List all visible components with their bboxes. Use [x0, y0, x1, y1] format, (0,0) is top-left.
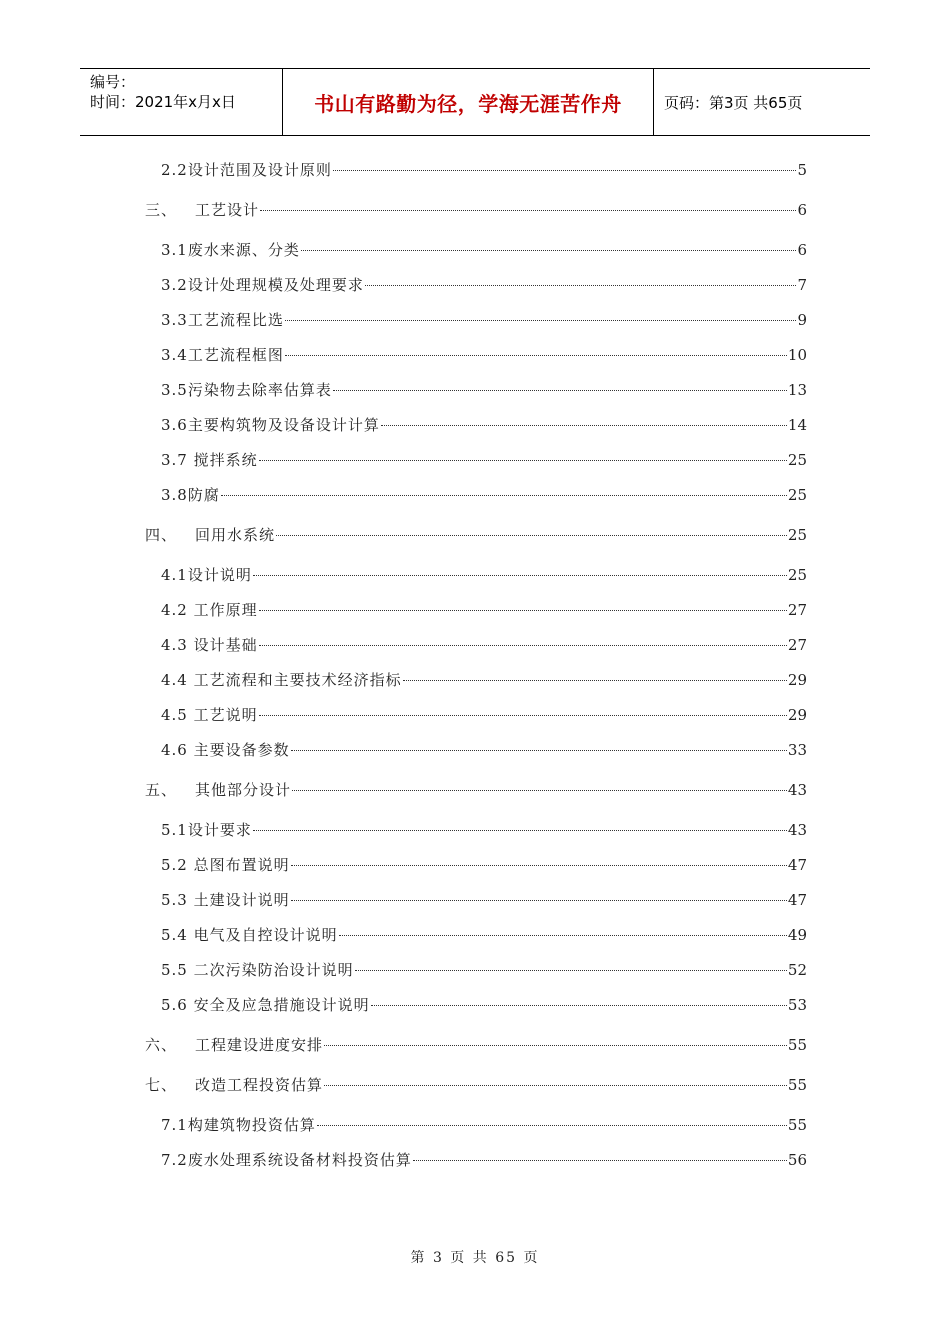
toc-dot-leader	[324, 1045, 787, 1046]
toc-entry-title: 改造工程投资估算	[195, 1076, 324, 1094]
toc-entry-page: 25	[787, 526, 807, 544]
toc-entry[interactable]	[145, 593, 807, 628]
toc-dot-leader	[381, 425, 787, 426]
toc-entry-title: 土建设计说明	[193, 891, 290, 909]
toc-entry-number: 4.5	[161, 706, 194, 724]
toc-entry-page: 5	[797, 161, 807, 179]
toc-dot-leader	[291, 865, 787, 866]
toc-entry-number: 3.5	[161, 381, 188, 399]
header-motto: 书山有路勤为径，学海无涯苦作舟	[282, 69, 654, 135]
toc-dot-leader	[221, 495, 787, 496]
toc-entry-page: 7	[797, 276, 807, 294]
toc-entry[interactable]	[145, 918, 807, 953]
toc-entry-page: 6	[797, 201, 807, 219]
toc-entry-number: 7.2	[161, 1151, 188, 1169]
toc-entry-page: 14	[787, 416, 807, 434]
toc-entry-number: 3.2	[161, 276, 188, 294]
toc-entry-title: 污染物去除率估算表	[187, 381, 332, 399]
toc-dot-leader	[276, 535, 787, 536]
toc-entry[interactable]	[145, 698, 807, 733]
toc-entry-number: 四、	[145, 526, 178, 544]
toc-dot-leader	[365, 285, 797, 286]
toc-entry[interactable]	[145, 1068, 807, 1103]
toc-dot-leader	[324, 1085, 787, 1086]
toc-entry-page: 52	[787, 961, 807, 979]
toc-entry-page: 13	[787, 381, 807, 399]
toc-entry-title: 主要设备参数	[193, 741, 290, 759]
toc-entry-number: 五、	[145, 781, 178, 799]
toc-entry-title: 主要构筑物及设备设计计算	[187, 416, 380, 434]
document-number-label: 编号：	[90, 73, 136, 91]
toc-entry-title: 构建筑物投资估算	[187, 1116, 316, 1134]
toc-entry-page: 27	[787, 601, 807, 619]
toc-entry-page: 29	[787, 706, 807, 724]
toc-dot-leader	[259, 610, 787, 611]
toc-entry[interactable]	[145, 663, 807, 698]
toc-entry[interactable]	[145, 558, 807, 593]
toc-entry-title: 其他部分设计	[195, 781, 292, 799]
toc-entry-page: 29	[787, 671, 807, 689]
page-header	[80, 68, 870, 136]
toc-entry[interactable]	[145, 813, 807, 848]
toc-dot-leader	[285, 320, 797, 321]
toc-entry-page: 55	[787, 1116, 807, 1134]
toc-entry-page: 10	[787, 346, 807, 364]
toc-entry-number: 七、	[145, 1076, 178, 1094]
toc-entry-number: 5.5	[161, 961, 194, 979]
toc-entry[interactable]	[145, 303, 807, 338]
toc-entry-title: 回用水系统	[195, 526, 276, 544]
toc-dot-leader	[253, 830, 787, 831]
toc-entry-page: 47	[787, 891, 807, 909]
toc-entry-page: 25	[787, 566, 807, 584]
toc-entry-number: 3.7	[161, 451, 194, 469]
toc-entry[interactable]	[145, 153, 807, 188]
toc-entry[interactable]	[145, 233, 807, 268]
toc-dot-leader	[355, 970, 787, 971]
toc-entry-number: 5.3	[161, 891, 194, 909]
toc-entry[interactable]	[145, 848, 807, 883]
toc-entry-title: 安全及应急措施设计说明	[193, 996, 370, 1014]
page-footer: 第 3 页 共 65 页	[410, 1250, 540, 1266]
toc-entry-title: 二次污染防治设计说明	[193, 961, 354, 979]
toc-dot-leader	[413, 1160, 787, 1161]
toc-dot-leader	[291, 900, 787, 901]
toc-dot-leader	[260, 210, 796, 211]
toc-entry-title: 废水来源、分类	[187, 241, 300, 259]
toc-entry-number: 3.1	[161, 241, 188, 259]
header-left-cell	[80, 69, 282, 135]
toc-entry-title: 搅拌系统	[193, 451, 258, 469]
toc-entry-number: 4.2	[161, 601, 194, 619]
toc-entry[interactable]	[145, 268, 807, 303]
toc-entry-title: 工艺设计	[195, 201, 260, 219]
toc-entry[interactable]	[145, 628, 807, 663]
toc-entry-page: 55	[787, 1036, 807, 1054]
toc-entry[interactable]	[145, 733, 807, 768]
toc-entry-title: 设计说明	[187, 566, 252, 584]
toc-entry[interactable]	[145, 518, 807, 553]
toc-entry-title: 设计基础	[193, 636, 258, 654]
toc-entry-title: 设计要求	[187, 821, 252, 839]
toc-entry[interactable]	[145, 408, 807, 443]
toc-entry[interactable]	[145, 1143, 807, 1178]
toc-entry-number: 5.4	[161, 926, 194, 944]
toc-entry-page: 43	[787, 821, 807, 839]
toc-entry-title: 工程建设进度安排	[195, 1036, 324, 1054]
toc-entry[interactable]	[145, 988, 807, 1023]
toc-entry-page: 43	[787, 781, 807, 799]
table-of-contents	[145, 153, 807, 1178]
toc-entry-number: 3.6	[161, 416, 188, 434]
toc-entry-page: 33	[787, 741, 807, 759]
toc-dot-leader	[285, 355, 787, 356]
toc-entry-number: 4.4	[161, 671, 194, 689]
toc-dot-leader	[317, 1125, 787, 1126]
toc-dot-leader	[333, 390, 787, 391]
toc-entry-title: 防腐	[187, 486, 220, 504]
toc-entry-title: 废水处理系统设备材料投资估算	[187, 1151, 412, 1169]
toc-entry[interactable]	[145, 953, 807, 988]
toc-entry-number: 4.1	[161, 566, 188, 584]
toc-dot-leader	[403, 680, 787, 681]
toc-entry-title: 总图布置说明	[193, 856, 290, 874]
toc-entry-title: 工艺说明	[193, 706, 258, 724]
toc-entry[interactable]	[145, 773, 807, 808]
toc-entry-title: 电气及自控设计说明	[193, 926, 338, 944]
toc-entry-page: 25	[787, 486, 807, 504]
toc-entry-page: 9	[797, 311, 807, 329]
toc-entry-number: 六、	[145, 1036, 178, 1054]
toc-entry-number: 3.4	[161, 346, 188, 364]
toc-entry-number: 3.3	[161, 311, 188, 329]
toc-entry-title: 工作原理	[193, 601, 258, 619]
toc-entry[interactable]	[145, 1028, 807, 1063]
toc-entry-number: 三、	[145, 201, 178, 219]
toc-entry-number: 5.6	[161, 996, 194, 1014]
toc-entry-title: 工艺流程和主要技术经济指标	[193, 671, 402, 689]
document-time-label: 时间：2021年x月x日	[90, 93, 236, 111]
header-page-label: 页码：第3页 共65页	[664, 93, 803, 112]
toc-entry-number: 7.1	[161, 1116, 188, 1134]
toc-entry-number: 3.8	[161, 486, 188, 504]
toc-entry-number: 4.3	[161, 636, 194, 654]
toc-entry-page: 27	[787, 636, 807, 654]
toc-entry-number: 4.6	[161, 741, 194, 759]
toc-entry-number: 5.1	[161, 821, 188, 839]
toc-entry-title: 设计处理规模及处理要求	[187, 276, 364, 294]
toc-dot-leader	[291, 750, 787, 751]
toc-entry[interactable]	[145, 338, 807, 373]
toc-entry[interactable]	[145, 373, 807, 408]
toc-entry-title: 工艺流程框图	[187, 346, 284, 364]
toc-entry-page: 56	[787, 1151, 807, 1169]
toc-entry-page: 53	[787, 996, 807, 1014]
toc-entry-title: 设计范围及设计原则	[187, 161, 332, 179]
toc-entry-page: 6	[797, 241, 807, 259]
toc-entry-page: 25	[787, 451, 807, 469]
toc-entry[interactable]	[145, 478, 807, 513]
toc-entry-page: 49	[787, 926, 807, 944]
toc-dot-leader	[333, 170, 797, 171]
toc-dot-leader	[292, 790, 787, 791]
toc-dot-leader	[301, 250, 797, 251]
toc-dot-leader	[339, 935, 787, 936]
toc-dot-leader	[371, 1005, 787, 1006]
toc-entry-number: 2.2	[161, 161, 188, 179]
toc-entry-number: 5.2	[161, 856, 194, 874]
toc-entry[interactable]	[145, 1108, 807, 1143]
toc-entry-page: 47	[787, 856, 807, 874]
toc-entry[interactable]	[145, 443, 807, 478]
toc-entry-page: 55	[787, 1076, 807, 1094]
toc-dot-leader	[253, 575, 787, 576]
toc-entry[interactable]	[145, 883, 807, 918]
toc-dot-leader	[259, 460, 787, 461]
toc-entry[interactable]	[145, 193, 807, 228]
toc-dot-leader	[259, 715, 787, 716]
toc-dot-leader	[259, 645, 787, 646]
toc-entry-title: 工艺流程比选	[187, 311, 284, 329]
